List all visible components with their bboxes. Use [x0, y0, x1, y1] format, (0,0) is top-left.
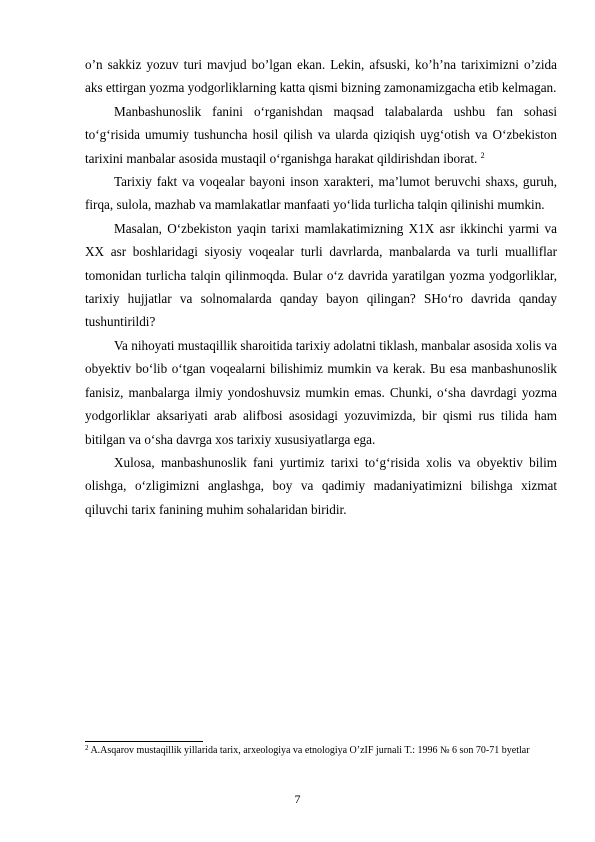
- paragraph-1-text: o’n sakkiz yozuv turi mavjud bo’lgan ekan. Lekin, afsuski, ko’h’na tariximizni o’zida aks ettirgan yozma yodgorliklarning katta qismi bizning zamonamizgacha etib kelmagan.: [85, 57, 557, 96]
- document-body: [85, 53, 557, 521]
- paragraph-3: [85, 170, 557, 217]
- paragraph-5: [85, 334, 557, 451]
- paragraph-5-text: Va nihoyati mustaqillik sharoitida tarixiy adolatni tiklash, manbalar asosida xolis va obyektiv bo‘lib o‘tgan voqealarni bilishimiz mumkin va kerak. Bu esa manbashunoslik fanisiz, manbalarga ilmiy yondoshuvsiz mumkin emas. Chunki, o‘sha davrdagi yozma yodgorliklar aksariyati arab alifbosi asosidagi yozuvimizda, bir qismi rus tilida ham bitilgan va o‘sha davrga xos tarixiy xususiyatlarga ega.: [85, 337, 557, 447]
- paragraph-2: [85, 100, 557, 170]
- footnote-text: A.Asqarov mustaqillik yillarida tarix, arxeologiya va etnologiya O’zIF jurnali T.: 1996 № 6 son 70-71 byetlar: [90, 745, 530, 756]
- paragraph-6-text: Xulosa, manbashunoslik fani yurtimiz tarixi to‘g‘risida xolis va obyektiv bilim olishga, o‘zligimizni anglashga, boy va qadimiy madaniyatimizni bilishga xizmat qiluvchi tarix fanining muhim sohalaridan biridir.: [85, 454, 557, 517]
- page-number: 7: [294, 792, 301, 806]
- paragraph-1: [85, 53, 557, 100]
- paragraph-6: [85, 451, 557, 521]
- paragraph-4: [85, 217, 557, 334]
- footnote: [85, 744, 557, 758]
- footnote-divider: [85, 741, 203, 742]
- paragraph-2-text: Manbashunoslik fanini o‘rganishdan maqsad talabalarda ushbu fan sohasi to‘g‘risida umumiy tushuncha hosil qilish va ularda qiziqish uyg‘otish va O‘zbekiston tarixini manbalar asosida mustaqil o‘rganishga harakat qildirishdan iborat.: [85, 103, 557, 166]
- footnote-number: 2: [85, 744, 89, 752]
- paragraph-3-text: Tarixiy fakt va voqealar bayoni inson xarakteri, ma’lumot beruvchi shaxs, guruh, firqa, sulola, mazhab va mamlakatlar manfaati yo‘lida turlicha talqin qilinishi mumkin.: [85, 174, 557, 213]
- footnote-reference[interactable]: 2: [480, 150, 485, 160]
- paragraph-4-text: Masalan, O‘zbekiston yaqin tarixi mamlakatimizning X1X asr ikkinchi yarmi va XX asr boshlaridagi siyosiy voqealar turli davrlarda, manbalarda va turli mualliflar tomonidan turlicha talqin qilinmoqda. Bular o‘z davrida yaratilgan yozma yodgorliklar, tarixiy hujjatlar va solnomalarda qanday bayon qilingan? SHo‘ro davrida qanday tushuntirildi?: [85, 220, 557, 330]
